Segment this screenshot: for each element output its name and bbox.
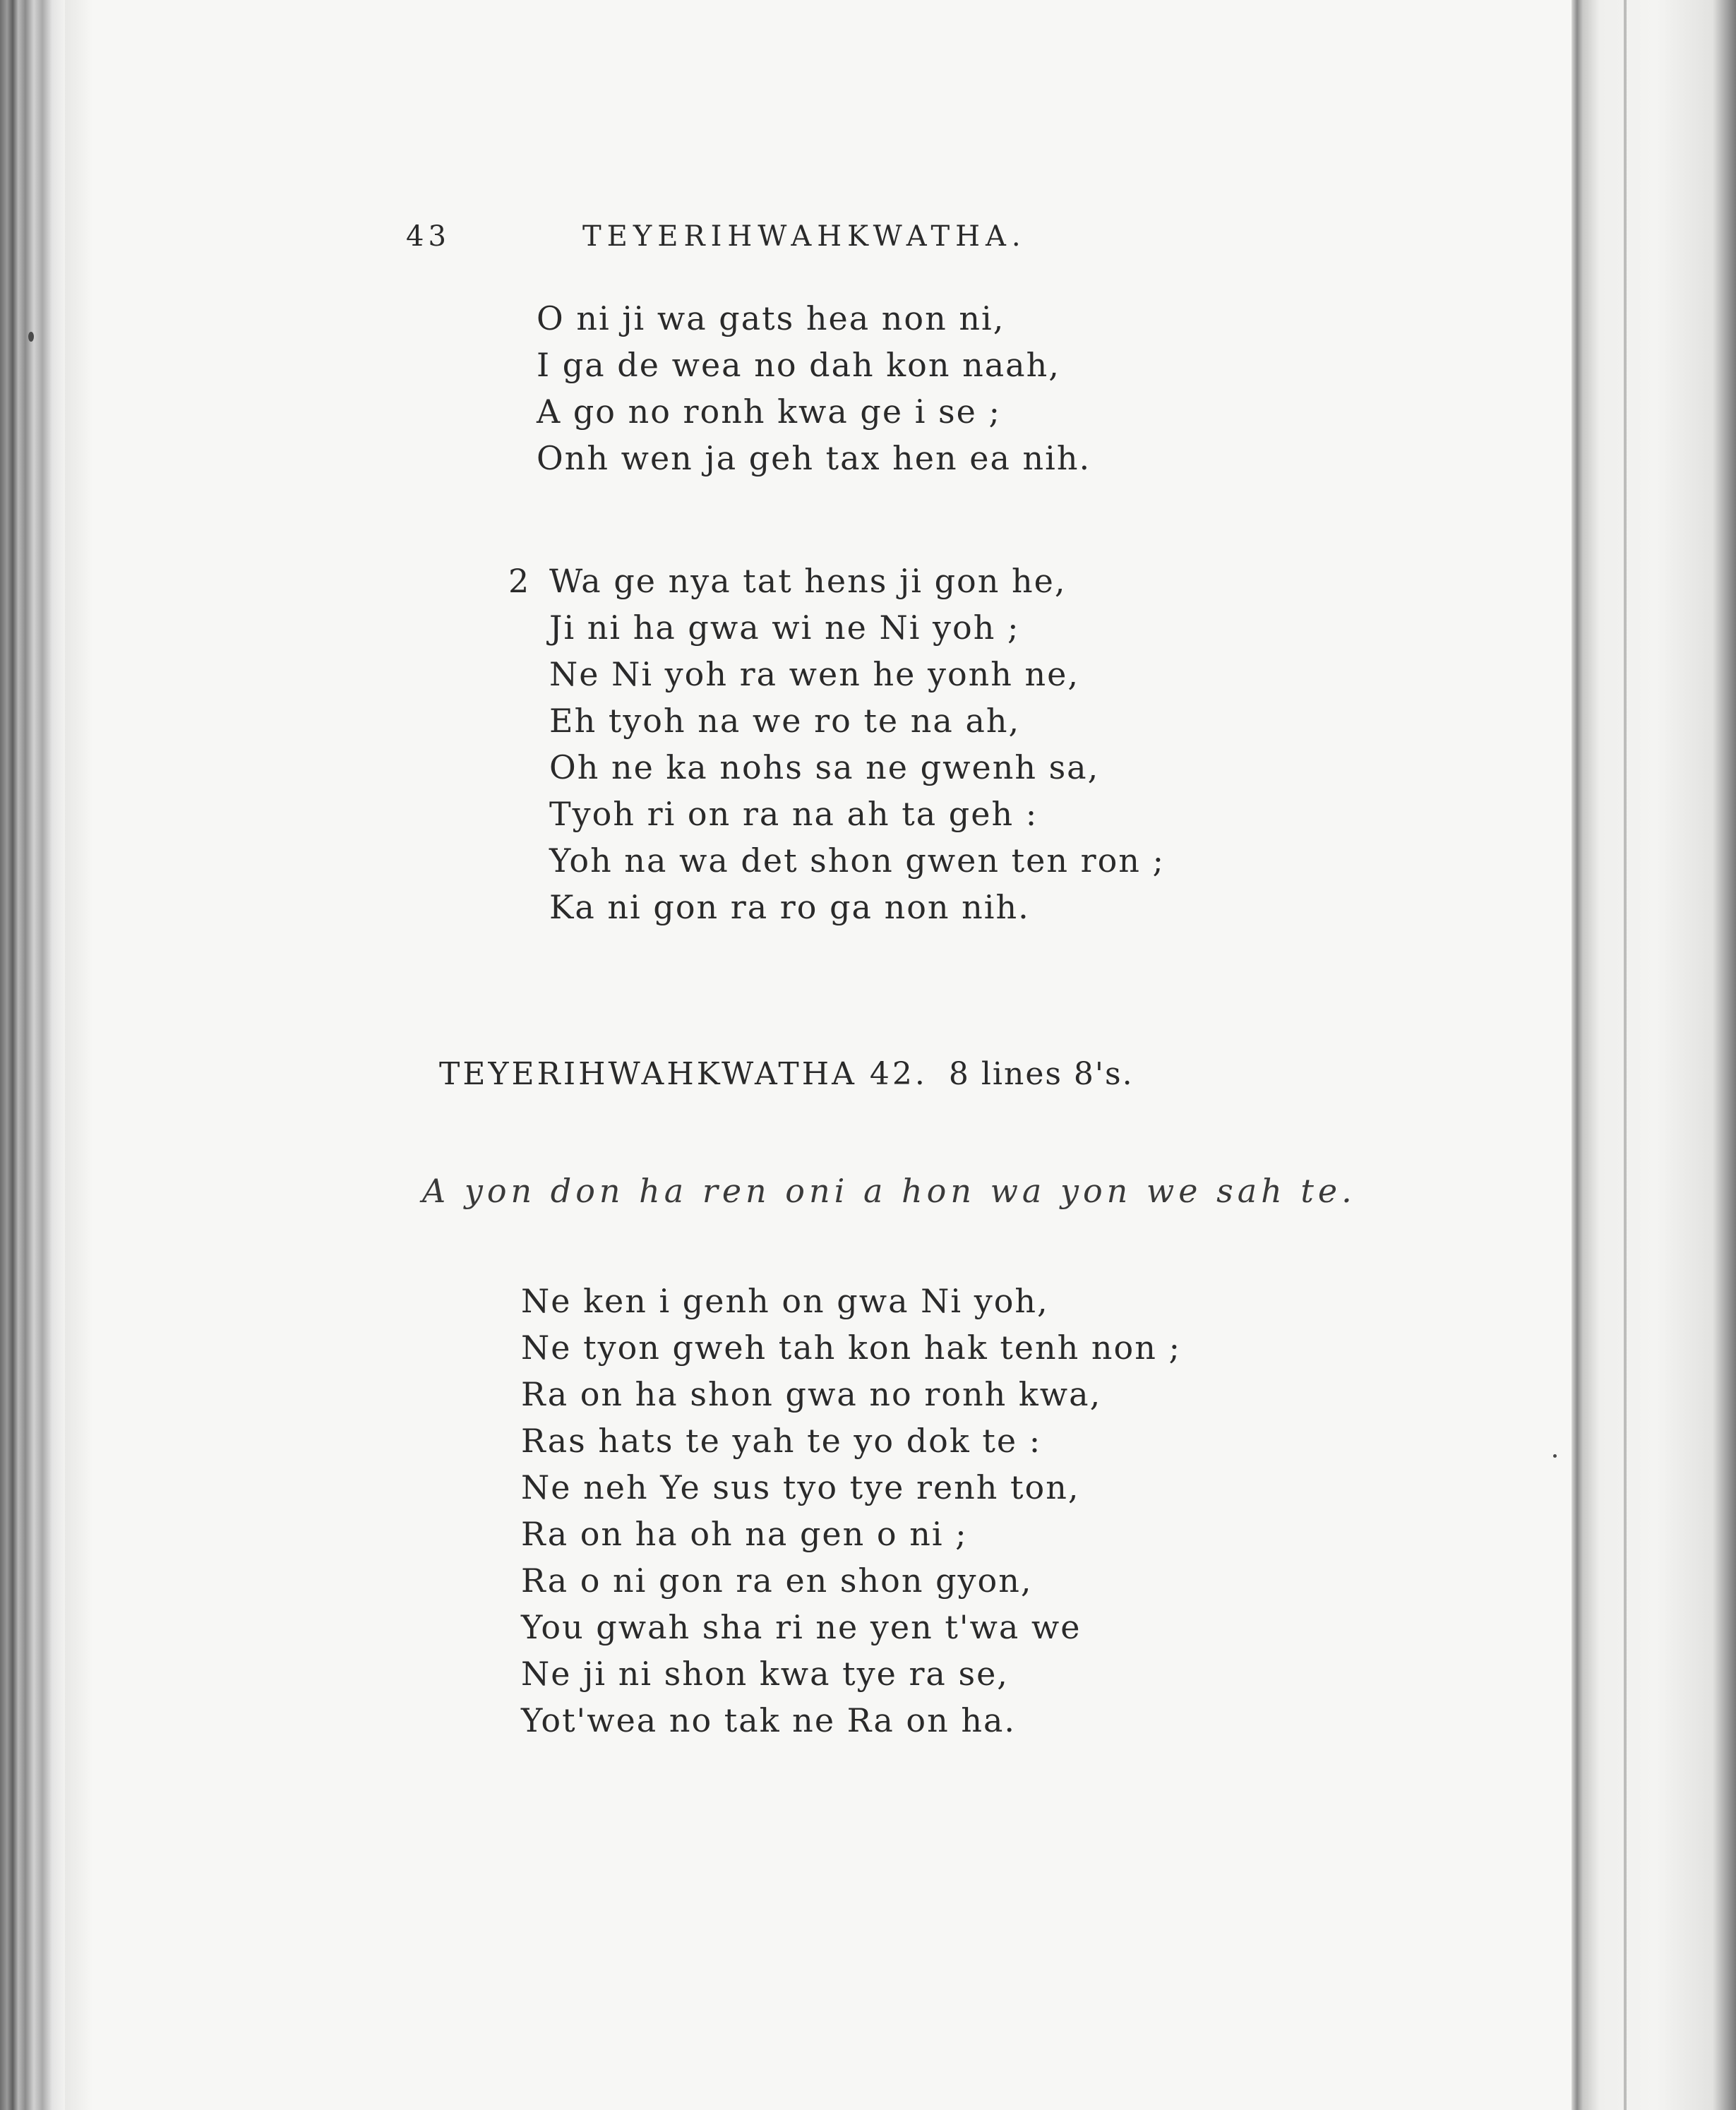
verse-2 [508, 558, 1165, 930]
verse-line: I ga de wea no dah kon naah, [537, 346, 1060, 384]
verse-line: Ne Ni yoh ra wen he yonh ne, [549, 655, 1079, 693]
verse-line: Ne ken i genh on gwa Ni yoh, [521, 1282, 1049, 1320]
running-title: TEYERIHWAHKWATHA. [582, 220, 1026, 253]
verse-line: Ras hats te yah te yo dok te : [521, 1422, 1042, 1460]
hymn-first-line: A yon don ha ren oni a hon wa yon we sah te. [422, 1172, 1356, 1210]
verse-line: You gwah sha ri ne yen t'wa we [521, 1608, 1082, 1646]
verse-line: Tyoh ri on ra na ah ta geh : [549, 795, 1038, 833]
verse-line: Oh ne ka nohs sa ne gwenh sa, [549, 748, 1100, 786]
verse-line: A go no ronh kwa ge i se ; [537, 392, 1001, 431]
verse-line: Yoh na wa det shon gwen ten ron ; [549, 841, 1166, 880]
ink-speck [28, 332, 34, 342]
verse-line: Ra on ha oh na gen o ni ; [521, 1515, 968, 1553]
ink-speck [1553, 1454, 1557, 1458]
running-head [406, 220, 1112, 263]
verse-line: Ne neh Ye sus tyo tye renh ton, [521, 1468, 1080, 1506]
tune-heading [439, 1056, 1134, 1092]
tune-meter: 8 lines 8's. [948, 1056, 1134, 1092]
verse-line: Ne ji ni shon kwa tye ra se, [521, 1655, 1009, 1693]
stanza-number: 2 [508, 562, 531, 600]
verse-line: Ra o ni gon ra en shon gyon, [521, 1561, 1033, 1600]
page-edge-line [1624, 0, 1627, 2110]
verse-line: Ra on ha shon gwa no ronh kwa, [521, 1375, 1102, 1413]
verse-3 [521, 1278, 1181, 1744]
page-number: 43 [406, 220, 450, 253]
verse-line: Ji ni ha gwa wi ne Ni yoh ; [549, 609, 1020, 647]
verse-line: O ni ji wa gats hea non ni, [537, 299, 1005, 337]
verse-line: Eh tyoh na we ro te na ah, [549, 702, 1021, 740]
verse-1 [537, 295, 1091, 481]
verse-line: Wa ge nya tat hens ji gon he, [549, 562, 1067, 600]
verse-line: Yot'wea no tak ne Ra on ha. [521, 1701, 1017, 1739]
page-edge-right [1572, 0, 1736, 2110]
verse-line: Onh wen ja geh tax hen ea nih. [537, 439, 1091, 477]
verse-line: Ka ni gon ra ro ga non nih. [549, 888, 1030, 926]
tune-name: TEYERIHWAHKWATHA 42. [439, 1056, 928, 1092]
verse-line: Ne tyon gweh tah kon hak tenh non ; [521, 1329, 1181, 1367]
